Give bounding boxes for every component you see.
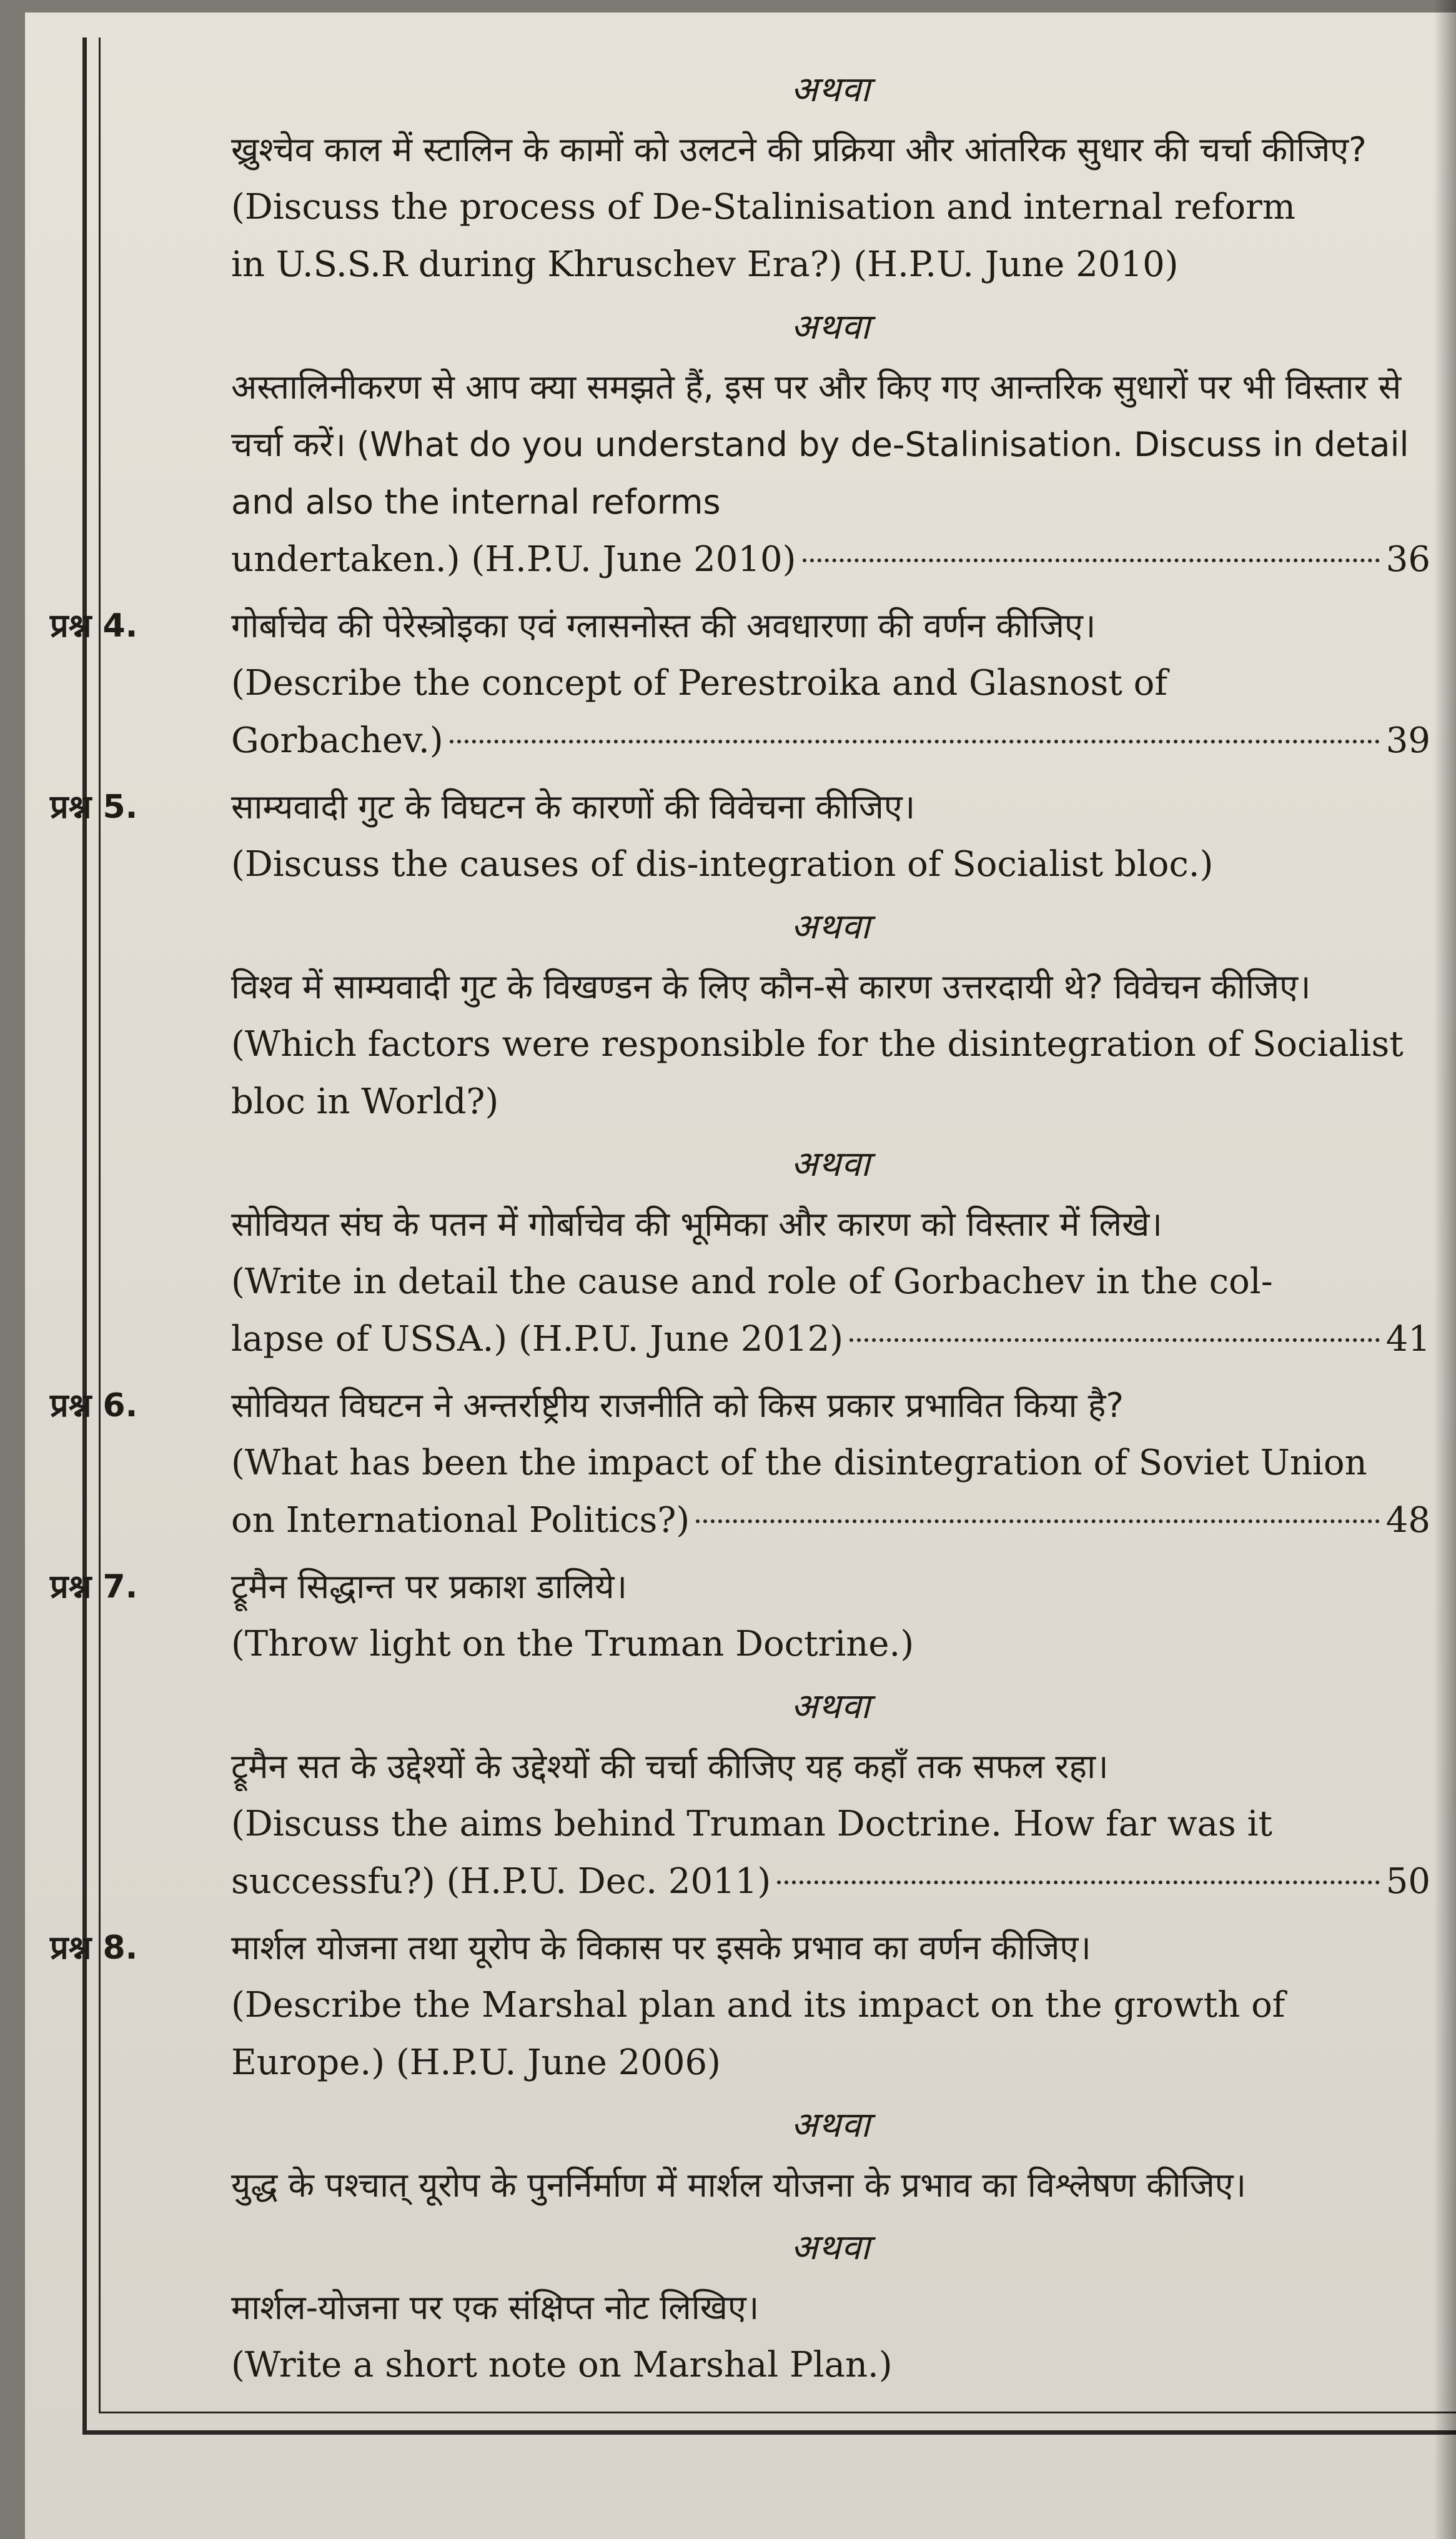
or-separator: अथवा [791, 1686, 871, 1727]
hindi-text: सोवियत संघ के पतन में गोर्बाचेव की भूमिका और कारण को विस्तार में लिखे। [231, 1205, 1162, 1244]
question-8 [50, 1919, 1430, 2394]
dot-leader [696, 1519, 1379, 1523]
question-4 [50, 597, 1430, 770]
entry-text: on International Politics?) [231, 1500, 690, 1541]
page-number: 39 [1385, 720, 1430, 761]
book-page [25, 12, 1456, 2539]
question-number: प्रश्न 5. [50, 788, 138, 826]
english-text: (Write in detail the cause and role of Gorbachev in the col- [231, 1261, 1273, 1302]
dot-leader [450, 740, 1380, 743]
entry-text: successfu?) (H.P.U. Dec. 2011) [231, 1861, 771, 1902]
english-text: (Discuss the process of De-Stalinisation and internal reform [231, 187, 1295, 227]
question-5 [50, 778, 1430, 1368]
english-text: (Which factors were responsible for the disintegration of Socialist bloc in World?) [231, 1024, 1404, 1122]
english-text: (Describe the concept of Perestroika and Glasnost of [231, 663, 1168, 703]
english-text: (Write a short note on Marshal Plan.) [231, 2345, 893, 2385]
hindi-text: ख्रुश्चेव काल में स्टालिन के कामों को उलटने की प्रक्रिया और आंतरिक सुधार की चर्चा कीजिए? [231, 130, 1367, 169]
entry-text: undertaken.) (H.P.U. June 2010) [231, 539, 796, 580]
toc-entry [231, 531, 1430, 589]
mixed-text: अस्तालिनीकरण से आप क्या समझते हैं, इस पर और किए गए आन्तरिक सुधारों पर भी विस्तार से चर्चा करें। (What do you understand by de-Stalinisation. Discuss in detail and also the internal reforms [231, 367, 1409, 522]
question-3-alt-1 [231, 121, 1430, 294]
hindi-text: विश्व में साम्यवादी गुट के विखण्डन के लिए कौन-से कारण उत्तरदायी थे? विवेचन कीजिए। [231, 967, 1311, 1006]
question-6 [50, 1377, 1430, 1549]
hindi-text: साम्यवादी गुट के विघटन के कारणों की विवेचना कीजिए। [231, 787, 916, 827]
entry-text: Gorbachev.) [231, 720, 443, 761]
english-text: (Describe the Marshal plan and its impact on the growth of Europe.) (H.P.U. June 2006) [231, 1985, 1285, 2083]
or-separator: अथवा [791, 1144, 871, 1185]
or-separator: अथवा [791, 2105, 871, 2145]
page-number: 48 [1385, 1500, 1430, 1541]
hindi-text: गोर्बाचेव की पेरेस्त्रोइका एवं ग्लासनोस्त की अवधारणा की वर्णन कीजिए। [231, 606, 1096, 645]
or-separator: अथवा [791, 2227, 871, 2268]
toc-entry [231, 712, 1430, 770]
page-number: 41 [1385, 1319, 1430, 1359]
hindi-text: ट्रूमैन सिद्धान्त पर प्रकाश डालिये। [231, 1567, 628, 1606]
english-text: (Discuss the causes of dis-integration of Socialist bloc.) [231, 844, 1214, 885]
question-number: प्रश्न 7. [50, 1568, 138, 1606]
question-7 [50, 1558, 1430, 1910]
or-separator: अथवा [791, 69, 871, 110]
question-number: प्रश्न 4. [50, 607, 138, 645]
or-separator: अथवा [791, 907, 871, 947]
english-text: (What has been the impact of the disintegration of Soviet Union [231, 1443, 1367, 1483]
page-number: 36 [1385, 539, 1430, 580]
or-separator: अथवा [791, 307, 871, 347]
question-number: प्रश्न 8. [50, 1929, 138, 1967]
toc-entry [231, 1492, 1430, 1549]
hindi-text: सोवियत विघटन ने अन्तर्राष्ट्रीय राजनीति को किस प्रकार प्रभावित किया है? [231, 1386, 1124, 1425]
page-number: 50 [1385, 1861, 1430, 1902]
toc-entry [231, 1311, 1430, 1368]
dot-leader [803, 559, 1380, 562]
hindi-text: युद्ध के पश्चात् यूरोप के पुनर्निर्माण में मार्शल योजना के प्रभाव का विश्लेषण कीजिए। [231, 2165, 1247, 2205]
entry-text: lapse of USSA.) (H.P.U. June 2012) [231, 1319, 844, 1359]
english-text: (Discuss the aims behind Truman Doctrine. How far was it [231, 1804, 1272, 1844]
page-edge-shadow [1434, 0, 1456, 2539]
english-text: (Throw light on the Truman Doctrine.) [231, 1624, 914, 1664]
dot-leader [849, 1338, 1380, 1342]
toc-entry [231, 1853, 1430, 1910]
hindi-text: ट्रूमैन सत के उद्देश्यों के उद्देश्यों की चर्चा कीजिए यह कहाँ तक सफल रहा। [231, 1747, 1109, 1786]
question-number: प्रश्न 6. [50, 1387, 138, 1424]
contents-list [50, 56, 1430, 2399]
hindi-text: मार्शल-योजना पर एक संक्षिप्त नोट लिखिए। [231, 2288, 760, 2327]
dot-leader [777, 1881, 1379, 1884]
question-3-alt-2 [231, 359, 1430, 589]
english-text: in U.S.S.R during Khruschev Era?) (H.P.U. June 2010) [231, 244, 1179, 285]
hindi-text: मार्शल योजना तथा यूरोप के विकास पर इसके प्रभाव का वर्णन कीजिए। [231, 1928, 1091, 1967]
